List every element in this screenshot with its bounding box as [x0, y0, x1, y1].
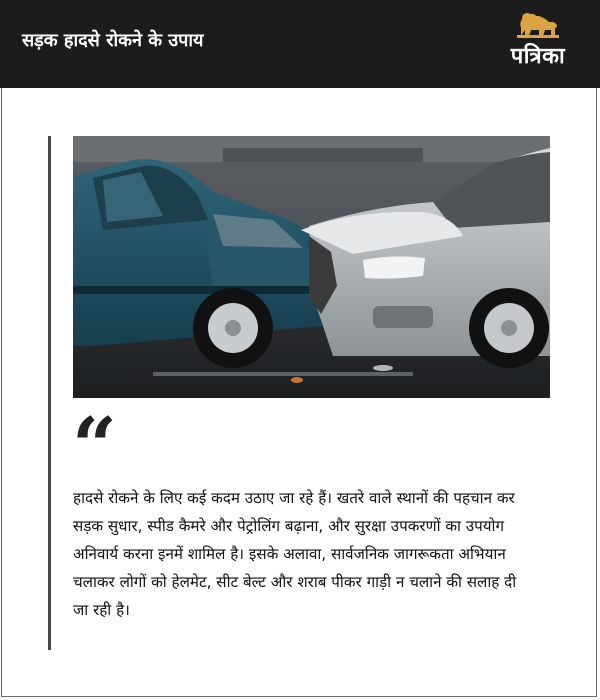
- header-bar: [0, 0, 600, 88]
- quote-accent-bar: [48, 136, 51, 650]
- car-crash-illustration: [73, 136, 550, 398]
- car-crash-photo: [73, 136, 550, 398]
- brand-logo[interactable]: [498, 10, 578, 80]
- quote-text: हादसे रोकने के लिए कई कदम उठाए जा रहे हैं। खतरे वाले स्थानों की पहचान कर सड़क सुधार, स्पीड कैमरे और पेट्रोलिंग बढ़ाना, और सुरक्षा उपकरणों का उपयोग अनिवार्य करना इनमें शामिल है। इसके अलावा, सार्वजनिक जागरूकता अभियान चलाकर लोगों को हेलमेट, सीट बेल्ट और शराब पीकर गाड़ी न चलाने की सलाह दी जा रही है।: [73, 489, 517, 619]
- brand-name: पत्रिका: [510, 44, 566, 69]
- quote-mark-icon: “: [72, 401, 117, 492]
- lion-emblem-icon: [515, 10, 561, 38]
- page-title: सड़क हादसे रोकने के उपाय: [22, 30, 204, 51]
